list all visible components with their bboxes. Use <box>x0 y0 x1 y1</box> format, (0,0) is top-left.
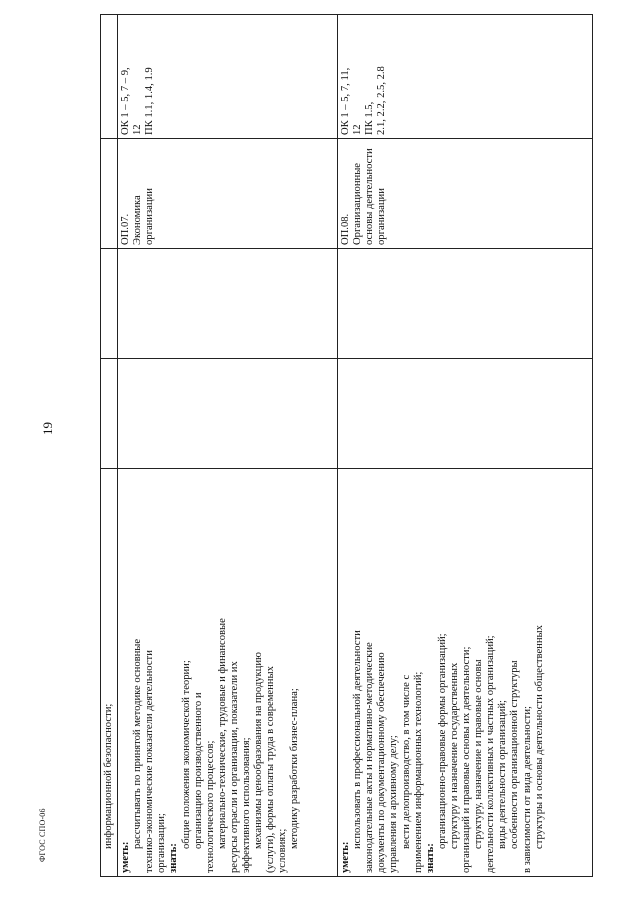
text-line: виды деятельности организаций; <box>497 700 509 849</box>
table-row <box>101 15 118 877</box>
text-line: технологического процессов; <box>204 740 216 873</box>
cell-empty <box>101 249 118 359</box>
discipline-code: ОП.08. <box>340 213 352 245</box>
text-line: материально-технические, трудовые и финансовые <box>216 618 228 849</box>
text-line: информационной безопасности; <box>103 703 114 849</box>
cell-content <box>118 469 338 877</box>
competency-line: 12 <box>352 124 364 135</box>
text-line: законодательные акты и нормативно-методические <box>364 642 376 873</box>
text-line: рассчитывать по принятой методике основные <box>132 638 144 849</box>
text-line: общие положения экономической теории; <box>180 660 192 849</box>
text-line: технико-экономические показатели деятельности <box>144 650 156 873</box>
text-line: организацию производственного и <box>192 692 204 849</box>
cell-discipline <box>118 139 338 249</box>
text-line: механизмы ценообразования на продукцию <box>253 652 265 849</box>
competency-line: 12 <box>132 124 144 135</box>
text-line: эффективного использования; <box>241 737 253 873</box>
competency-table <box>100 15 590 877</box>
page-number: 19 <box>40 422 55 435</box>
discipline-code: ОП.07. <box>120 213 132 245</box>
text-line: документы по документационному обеспечению <box>376 652 388 873</box>
text-line: структуру и назначение государственных <box>448 662 460 849</box>
discipline-name: Экономика <box>132 195 144 245</box>
text-line: знать: <box>424 843 436 873</box>
cell-content <box>101 469 118 877</box>
competency-line: ПК 1.5, <box>364 101 376 135</box>
text-line: применением информационных технологий; <box>412 671 424 873</box>
competency-line: ОК 1 – 5, 7 – 9, <box>120 67 132 135</box>
discipline-name: организации <box>144 188 156 245</box>
text-line: структуры и основы деятельности общественных <box>533 625 545 849</box>
competency-line: ОК 1 – 5, 7, 11, <box>340 67 352 135</box>
text-line: ресурсы отрасли и организации, показатели их <box>228 661 240 873</box>
text-line: особенности организационной структуры <box>509 660 521 849</box>
text-line: уметь: <box>120 841 132 873</box>
cell-empty <box>101 139 118 249</box>
text-line: организаций и правовые основы их деятельности; <box>461 646 473 873</box>
cell-empty <box>118 359 338 469</box>
table-grid <box>100 14 593 877</box>
cell-empty <box>118 249 338 359</box>
competency-line: ПК 1.1, 1.4, 1.9 <box>144 67 156 135</box>
text-line: вести делопроизводство, в том числе с <box>400 674 412 849</box>
cell-empty <box>338 249 593 359</box>
cell-empty <box>101 15 118 139</box>
table-row <box>118 15 338 877</box>
text-line: в зависимости от вида деятельности; <box>521 706 533 873</box>
text-line: условиях; <box>277 828 289 873</box>
text-line: управления и архивному делу; <box>388 735 400 873</box>
cell-competencies <box>338 15 593 139</box>
text-line: (услуги), формы оплаты труда в современных <box>265 666 277 873</box>
cell-empty <box>101 359 118 469</box>
text-line: уметь: <box>340 841 352 873</box>
cell-discipline <box>338 139 593 249</box>
text-line: знать: <box>168 843 180 873</box>
footer-standard-code: ФГОС СПО-06 <box>38 808 47 862</box>
discipline-name: основы деятельности <box>364 148 376 245</box>
text-line: методику разработки бизнес-плана; <box>289 688 301 849</box>
competency-line: 2.1, 2.2, 2.5, 2.8 <box>376 66 388 135</box>
discipline-name: Организационные <box>352 162 364 245</box>
text-line: структуру, назначение и правовые основы <box>473 659 485 849</box>
text-line: использовать в профессиональной деятельности <box>352 630 364 849</box>
cell-content <box>338 469 593 877</box>
cell-competencies <box>118 15 338 139</box>
text-line: деятельности коллективных и частных организаций; <box>485 635 497 873</box>
text-line: организации; <box>156 813 168 873</box>
cell-empty <box>338 359 593 469</box>
text-line: организационно-правовые формы организаций; <box>436 633 448 849</box>
table-row <box>338 15 593 877</box>
discipline-name: организации <box>376 188 388 245</box>
